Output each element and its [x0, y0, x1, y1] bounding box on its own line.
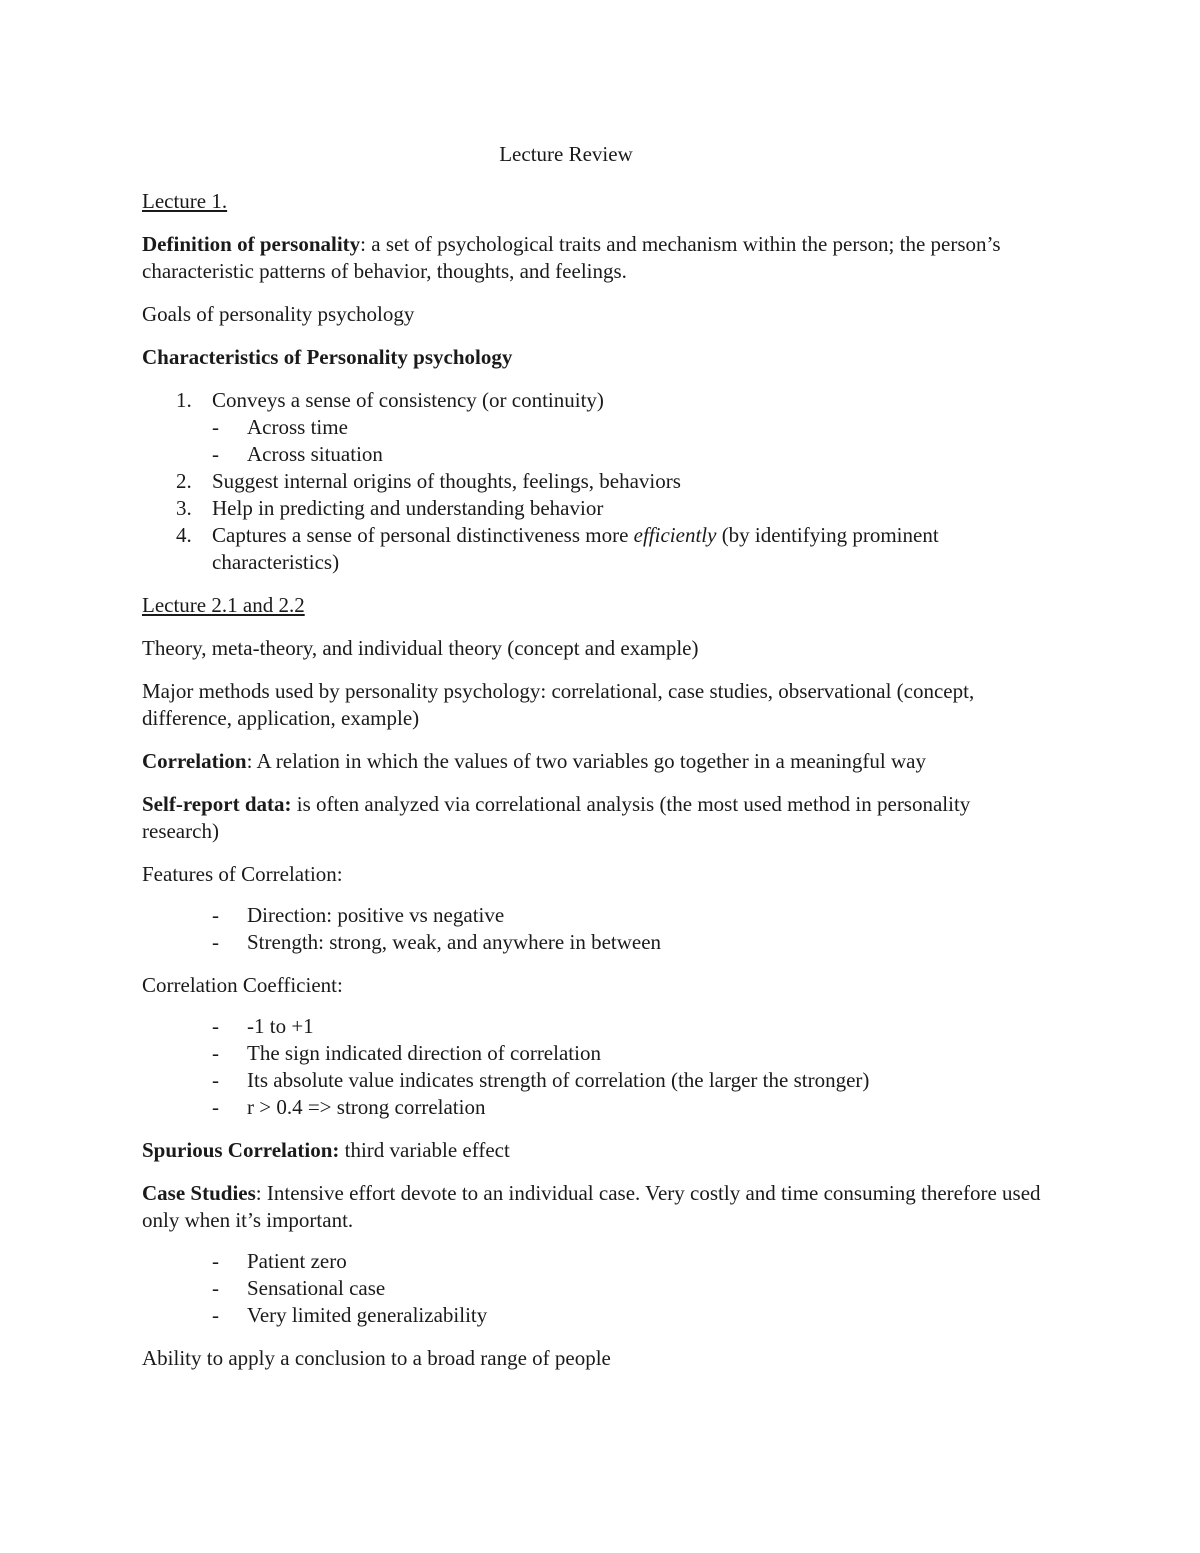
list-item-text: Across situation	[247, 442, 383, 466]
emphasis-text: efficiently	[633, 523, 717, 547]
list-item-text: r > 0.4 => strong correlation	[247, 1095, 486, 1119]
goals-paragraph: Goals of personality psychology	[142, 302, 415, 326]
list-item-text: Very limited generalizability	[247, 1303, 488, 1327]
list-item	[142, 387, 1042, 468]
dash-marker: -	[212, 415, 219, 439]
dash-marker: -	[212, 1068, 219, 1092]
list-item	[142, 1302, 1042, 1329]
list-item-text: -1 to +1	[247, 1014, 314, 1038]
selfreport-term: Self-report data:	[142, 792, 292, 816]
coefficient-label: Correlation Coefficient:	[142, 973, 343, 997]
coefficient-list	[142, 1013, 1042, 1121]
list-item	[142, 1094, 1042, 1121]
list-item-text: Suggest internal origins of thoughts, feelings, behaviors	[212, 469, 681, 493]
definition-paragraph	[142, 231, 1042, 285]
list-item	[142, 1013, 1042, 1040]
selfreport-paragraph: Self-report data: is often analyzed via correlational analysis (the most used method in personality research)	[142, 792, 971, 843]
list-item-text: Strength: strong, weak, and anywhere in between	[247, 930, 662, 954]
theory-paragraph: Theory, meta-theory, and individual theory (concept and example)	[142, 636, 699, 660]
sub-list	[212, 414, 1042, 468]
list-item	[142, 1067, 1042, 1094]
features-list	[142, 902, 1042, 956]
list-marker: 2.	[176, 469, 192, 493]
characteristics-list	[142, 387, 1042, 576]
list-item-text: Captures a sense of personal distinctiveness more efficiently (by identifying prominent characteristics)	[212, 523, 939, 574]
list-item	[142, 495, 1042, 522]
list-item-text: Sensational case	[247, 1276, 386, 1300]
document-page	[142, 141, 1042, 1388]
dash-marker: -	[212, 1249, 219, 1273]
characteristics-heading: Characteristics of Personality psychology	[142, 345, 513, 369]
dash-marker: -	[212, 1041, 219, 1065]
list-item-text: Its absolute value indicates strength of correlation (the larger the stronger)	[247, 1068, 870, 1092]
list-item	[212, 441, 1042, 468]
generalizability-paragraph: Ability to apply a conclusion to a broad range of people	[142, 1346, 611, 1370]
list-item	[142, 902, 1042, 929]
dash-marker: -	[212, 1095, 219, 1119]
features-label: Features of Correlation:	[142, 862, 343, 886]
dash-marker: -	[212, 1014, 219, 1038]
list-marker: 4.	[176, 523, 192, 547]
list-item-text: Direction: positive vs negative	[247, 903, 505, 927]
dash-marker: -	[212, 442, 219, 466]
list-item-text: Patient zero	[247, 1249, 347, 1273]
list-item	[142, 929, 1042, 956]
case-paragraph: Case Studies: Intensive effort devote to an individual case. Very costly and time consuming therefore used only when it’s important.	[142, 1181, 1041, 1232]
definition-term: Definition of personality	[142, 232, 361, 256]
dash-marker: -	[212, 1276, 219, 1300]
correlation-term: Correlation	[142, 749, 247, 773]
list-item-text: The sign indicated direction of correlation	[247, 1041, 601, 1065]
list-item	[142, 1248, 1042, 1275]
list-marker: 1.	[176, 388, 192, 412]
list-item	[212, 414, 1042, 441]
dash-marker: -	[212, 1303, 219, 1327]
dash-marker: -	[212, 903, 219, 927]
list-item	[142, 522, 1042, 576]
list-item-text: Across time	[247, 415, 348, 439]
spurious-term: Spurious Correlation:	[142, 1138, 340, 1162]
spurious-paragraph: Spurious Correlation: third variable effect	[142, 1138, 510, 1162]
definition-text: : a set of psychological traits and mechanism within the person; the person’s characteristic patterns of behavior, thoughts, and feelings.	[142, 232, 1001, 283]
list-item	[142, 468, 1042, 495]
case-term: Case Studies	[142, 1181, 256, 1205]
document-title: Lecture Review	[499, 142, 633, 166]
methods-paragraph: Major methods used by personality psychology: correlational, case studies, observational (concept, difference, application, example)	[142, 679, 975, 730]
list-item-text: Help in predicting and understanding behavior	[212, 496, 604, 520]
case-list	[142, 1248, 1042, 1329]
list-marker: 3.	[176, 496, 192, 520]
list-item	[142, 1040, 1042, 1067]
dash-marker: -	[212, 930, 219, 954]
lecture2-heading: Lecture 2.1 and 2.2	[142, 593, 305, 617]
lecture1-heading: Lecture 1.	[142, 189, 228, 213]
correlation-paragraph: Correlation: A relation in which the values of two variables go together in a meaningful way	[142, 749, 926, 773]
list-item-text: Conveys a sense of consistency (or continuity)	[212, 388, 604, 412]
list-item	[142, 1275, 1042, 1302]
